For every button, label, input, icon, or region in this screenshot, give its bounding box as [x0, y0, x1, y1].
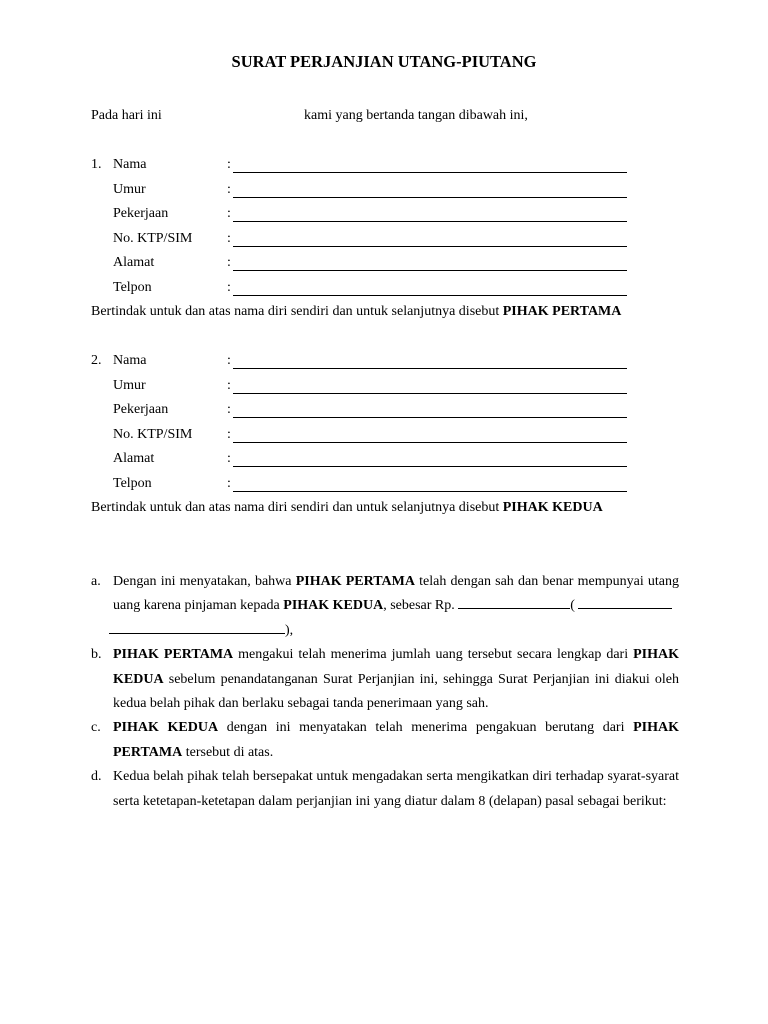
field-label: Alamat: [113, 451, 155, 466]
clause-text: ),: [285, 622, 294, 638]
fill-in-line[interactable]: [233, 368, 627, 369]
field-colon: :: [227, 377, 231, 393]
intro-line: [91, 108, 691, 128]
clause-text: telah dengan sah dan benar mempunyai utang uang karena pinjaman kepada: [113, 574, 679, 614]
fill-in-line[interactable]: [233, 466, 627, 467]
intro-right-text: kami yang bertanda tangan dibawah ini,: [304, 108, 528, 123]
field-label: No. KTP/SIM: [113, 230, 193, 246]
clause-marker: c.: [91, 720, 101, 736]
clause-b: [91, 643, 679, 716]
acting-text: Bertindak untuk dan atas nama diri sendiri dan untuk selanjutnya disebut: [91, 500, 503, 515]
party-two-designation: PIHAK KEDUA: [502, 500, 603, 515]
clause-bold: PIHAK PERTAMA: [295, 574, 415, 589]
party-one-acting-statement: [91, 304, 621, 320]
field-colon: :: [227, 206, 231, 221]
party-one-field-ktp[interactable]: [91, 231, 651, 251]
field-colon: :: [227, 451, 231, 466]
clause-text: dengan ini menyatakan telah menerima pengakuan berutang dari: [218, 720, 634, 736]
clause-bold: PIHAK KEDUA: [113, 647, 679, 687]
clause-a: [91, 570, 679, 643]
clause-marker: d.: [91, 769, 102, 785]
field-label: Pekerjaan: [113, 206, 169, 221]
fill-in-line[interactable]: [233, 246, 627, 247]
party-one-designation: PIHAK PERTAMA: [502, 304, 622, 319]
party-one-field-alamat[interactable]: [91, 255, 651, 275]
field-colon: :: [227, 353, 231, 368]
party-two-field-telpon[interactable]: [91, 476, 651, 496]
fill-in-line[interactable]: [233, 442, 627, 443]
party-two-acting-statement: [91, 500, 603, 516]
field-colon: :: [227, 426, 231, 442]
clause-bold: PIHAK KEDUA: [113, 720, 219, 736]
clause-text: Kedua belah pihak telah bersepakat untuk mengadakan serta mengikatkan diri terhadap syarat-syarat serta ketetapan-ketetapan dalam perjanjian ini yang diatur dalam 8 (delapan) pasal sebagai berikut:: [113, 769, 679, 809]
party-one-field-telpon[interactable]: [91, 280, 651, 300]
clause-text: (: [570, 598, 579, 614]
clause-bold: PIHAK PERTAMA: [113, 720, 679, 760]
field-colon: :: [227, 255, 231, 270]
fill-in-line[interactable]: [233, 197, 627, 198]
fill-in-line[interactable]: [233, 491, 627, 492]
field-colon: :: [227, 230, 231, 246]
intro-left-text: Pada hari ini: [91, 108, 162, 123]
field-colon: :: [227, 157, 231, 172]
field-label: No. KTP/SIM: [113, 426, 193, 442]
fill-in-line[interactable]: [233, 393, 627, 394]
field-label: Telpon: [113, 475, 152, 491]
party-two-field-nama[interactable]: [91, 353, 651, 373]
clause-text: Dengan ini menyatakan, bahwa: [113, 574, 296, 589]
party-two-field-pekerjaan[interactable]: [91, 402, 651, 422]
amount-words-blank-continued[interactable]: [109, 621, 285, 634]
field-label: Umur: [113, 377, 146, 393]
field-label: Nama: [113, 157, 147, 172]
party-two-field-umur[interactable]: [91, 378, 651, 398]
clause-bold: PIHAK KEDUA: [283, 598, 384, 614]
party-two-number: 2.: [91, 353, 102, 368]
party-one-number: 1.: [91, 157, 102, 172]
fill-in-line[interactable]: [233, 221, 627, 222]
party-one-field-umur[interactable]: [91, 182, 651, 202]
field-label: Umur: [113, 181, 146, 197]
party-one-field-pekerjaan[interactable]: [91, 206, 651, 226]
fill-in-line[interactable]: [233, 172, 627, 173]
clause-marker: a.: [91, 574, 101, 589]
clause-marker: b.: [91, 647, 102, 663]
field-colon: :: [227, 475, 231, 491]
fill-in-line[interactable]: [233, 417, 627, 418]
clause-text: , sebesar Rp.: [383, 598, 459, 614]
party-one-field-nama[interactable]: [91, 157, 651, 177]
field-label: Nama: [113, 353, 147, 368]
fill-in-line[interactable]: [233, 295, 627, 296]
field-colon: :: [227, 181, 231, 197]
party-two-field-alamat[interactable]: [91, 451, 651, 471]
clause-text: mengakui telah menerima jumlah uang tersebut secara lengkap dari: [233, 647, 634, 663]
document-title: SURAT PERJANJIAN UTANG-PIUTANG: [231, 52, 537, 71]
field-label: Alamat: [113, 255, 155, 270]
clause-c: [91, 716, 679, 765]
field-label: Telpon: [113, 279, 152, 295]
clause-text: sebelum penandatanganan Surat Perjanjian ini, sehingga Surat Perjanjian ini diakui oleh kedua belah pihak dan berlaku sebagai tanda penerimaan yang sah.: [113, 671, 679, 712]
field-colon: :: [227, 402, 231, 417]
fill-in-line[interactable]: [233, 270, 627, 271]
amount-number-blank[interactable]: [458, 596, 570, 609]
amount-words-blank[interactable]: [578, 596, 672, 609]
field-label: Pekerjaan: [113, 402, 169, 417]
clause-list: [91, 570, 679, 814]
acting-text: Bertindak untuk dan atas nama diri sendiri dan untuk selanjutnya disebut: [91, 304, 503, 319]
clause-bold: PIHAK PERTAMA: [113, 647, 234, 663]
clause-d: [91, 765, 679, 814]
clause-text: tersebut di atas.: [182, 744, 274, 760]
field-colon: :: [227, 279, 231, 295]
party-two-field-ktp[interactable]: [91, 427, 651, 447]
